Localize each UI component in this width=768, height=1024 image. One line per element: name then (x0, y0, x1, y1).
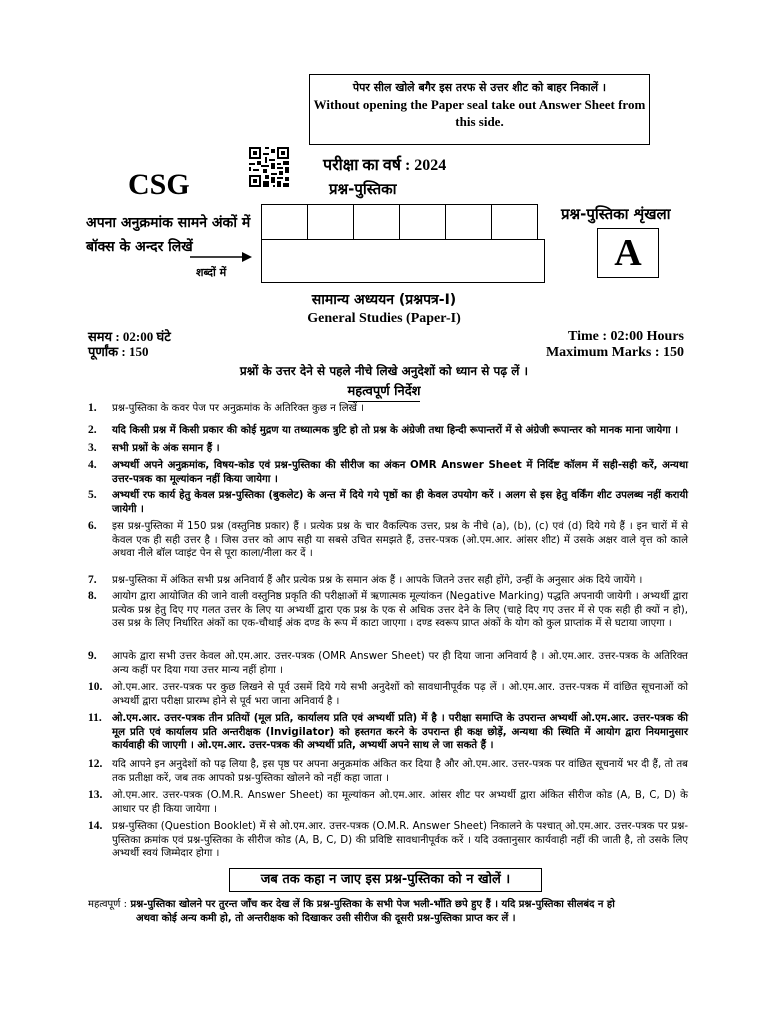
roll-label-line1: अपना अनुक्रमांक सामने अंकों में (86, 215, 251, 231)
roll-digit-box[interactable] (400, 205, 446, 239)
time-marks-hindi (88, 329, 171, 359)
list-item: 9. आपके द्वारा सभी उत्तर केवल ओ.एम.आर. उत्तर-पत्रक (OMR Answer Sheet) पर ही दिया जाना अनिवार्य है । ओ.एम.आर. उत्तर-पत्रक के अतिरिक्त अन्य कहीं पर दिया गया उत्तर मान्य नहीं होगा । (88, 650, 688, 676)
important-note (88, 898, 688, 926)
booklet-series-value: A (597, 228, 659, 278)
list-item: 14. प्रश्न-पुस्तिका (Question Booklet) में से ओ.एम.आर. उत्तर-पत्रक (O.M.R. Answer Sheet) निकालने के पश्चात् ओ.एम.आर. उत्तर-पत्रक पर प्रश्न-पुस्तिका क्रमांक एवं प्रश्न-पुस्तिका के सीरीज कोड (A, B, C, D) की प्रविष्टि सावधानीपूर्वक करें । यदि उक्तानुसार कार्यवाही नहीं की जाती है, तो उसके लिए अभ्यर्थी स्वयं जिम्मेदार होगा । (88, 820, 688, 859)
list-item: 8. आयोग द्वारा आयोजित की जाने वाली वस्तुनिष्ठ प्रकृति की परीक्षाओं में ऋणात्मक मूल्यांकन (Negative Marking) पद्धति अपनायी जायेगी । अभ्यर्थी द्वारा प्रत्येक प्रश्न हेतु दिए गए गलत उत्तर के लिए या अभ्यर्थी द्वारा एक प्रश्न के एक से अधिक उत्तर देने के लिए (चाहे दिए गए उत्तर में से एक सही ही क्यों न हो), उस प्रश्न के लिए निर्धारित अंकों का एक-चौथाई अंक दण्ड के रूप में काटा जाएगा । दण्ड स्वरूप प्राप्त अंकों के योग को कुल प्राप्तांक में से घटाया जाएगा । (88, 590, 688, 629)
roll-digit-box[interactable] (492, 205, 538, 239)
qr-code-icon (249, 147, 289, 187)
roll-digit-box[interactable] (354, 205, 400, 239)
roll-digit-box[interactable] (262, 205, 308, 239)
arrow-right-icon (190, 250, 252, 264)
time-marks-english (546, 329, 684, 361)
list-item: 11. ओ.एम.आर. उत्तर-पत्रक तीन प्रतियों (मूल प्रति, कार्यालय प्रति एवं अभ्यर्थी प्रति) में है । परीक्षा समाप्ति के उपरान्त अभ्यर्थी ओ.एम.आर. उत्तर-पत्रक की मूल प्रति एवं कार्यालय प्रति अन्तरीक्षक (Invigilator) को हस्तगत करने के उपरान्त ही कक्ष छोड़ें, अन्यथा की स्थिति में आयोग द्वारा नियमानुसार कार्यवाही की जाएगी । ओ.एम.आर. उत्तर-पत्रक की अभ्यर्थी प्रति, अभ्यर्थी अपने साथ ले जा सकते हैं । (88, 712, 688, 751)
seal-text-hindi: पेपर सील खोले बगैर इस तरफ से उत्तर शीट को बाहर निकालें । (352, 81, 607, 94)
roll-number-words-box[interactable] (261, 239, 545, 283)
subject-title-hindi: सामान्य अध्ययन (प्रश्नपत्र-I) (311, 292, 457, 308)
time-english: Time : 02:00 Hours (567, 329, 684, 344)
in-words-label: शब्दों में (196, 266, 227, 279)
important-instructions-title (0, 381, 768, 399)
note-label: महत्वपूर्ण : (88, 899, 127, 910)
note-line1: प्रश्न-पुस्तिका खोलने पर तुरन्त जाँच कर देख लें कि प्रश्न-पुस्तिका के सभी पेज भली-भाँति छपे हुए हैं । यदि प्रश्न-पुस्तिका सीलबंद न हो (130, 899, 615, 910)
read-instructions-note: प्रश्नों के उत्तर देने से पहले नीचे लिखे अनुदेशों को ध्यान से पढ़ लें । (239, 364, 529, 378)
paper-code: CSG (128, 168, 190, 201)
list-item: 2. यदि किसी प्रश्न में किसी प्रकार की कोई मुद्रण या तथ्यात्मक त्रुटि हो तो प्रश्न के अंग्रेजी तथा हिन्दी रूपान्तरों में से अंग्रेजी रूपान्तर को मानक माना जायेगा । (88, 424, 679, 436)
note-line2: अथवा कोई अन्य कमी हो, तो अन्तरीक्षक को दिखाकर उसी सीरीज की दूसरी प्रश्न-पुस्तिका प्राप्त कर लें । (136, 913, 516, 924)
roll-digit-box[interactable] (446, 205, 492, 239)
list-item: 4. अभ्यर्थी अपने अनुक्रमांक, विषय-कोड एवं प्रश्न-पुस्तिका की सीरीज का अंकन OMR Answer Sheet में निर्दिष्ट कॉलम में सही-सही करें, अन्यथा उत्तर-पत्रक का मूल्यांकन नहीं किया जायेगा । (88, 459, 688, 485)
important-instructions-heading: महत्वपूर्ण निर्देश (348, 384, 421, 402)
seal-text-english: Without opening the Paper seal take out Answer Sheet from this side. (313, 97, 646, 129)
marks-english: Maximum Marks : 150 (545, 345, 684, 360)
roll-label-line2: बॉक्स के अन्दर लिखें (86, 239, 193, 255)
roll-digit-box[interactable] (308, 205, 354, 239)
subject-title-english: General Studies (Paper-I) (307, 311, 461, 326)
list-item: 3. सभी प्रश्नों के अंक समान हैं । (88, 442, 220, 454)
list-item: 6. इस प्रश्न-पुस्तिका में 150 प्रश्न (वस्तुनिष्ठ प्रकार) हैं । प्रत्येक प्रश्न के चार वैकल्पिक उत्तर, प्रश्न के नीचे (a), (b), (c) एवं (d) दिये गये हैं । इन चारों में से केवल एक ही सही उत्तर है । जिस उत्तर को आप सही या सबसे उचित समझते हैं, उत्तर-पत्रक (ओ.एम.आर. आंसर शीट) में उसके अक्षर वाले वृत्त को काले अथवा नीले बॉल प्वाइंट पेन से पूरा काला/नीला कर दें । (88, 520, 688, 559)
time-hindi: समय : 02:00 घंटे (88, 329, 171, 344)
list-item: 5. अभ्यर्थी रफ कार्य हेतु केवल प्रश्न-पुस्तिका (बुकलेट) के अन्त में दिये गये पृष्ठों का ही केवल उपयोग करें । अलग से इस हेतु वर्किंग शीट उपलब्ध नहीं करायी जायेगी । (88, 489, 688, 515)
booklet-series-label: प्रश्न-पुस्तिका शृंखला (561, 205, 671, 223)
list-item: 7. प्रश्न-पुस्तिका में अंकित सभी प्रश्न अनिवार्य हैं और प्रत्येक प्रश्न के समान अंक हैं । आपके जितने उत्तर सही होंगे, उन्हीं के अनुसार अंक दिये जायेंगे । (88, 574, 643, 586)
exam-year: परीक्षा का वर्ष : 2024 (323, 157, 447, 174)
list-item: 13. ओ.एम.आर. उत्तर-पत्रक (O.M.R. Answer Sheet) का मूल्यांकन ओ.एम.आर. आंसर शीट पर अभ्यर्थी द्वारा अंकित सीरीज कोड (A, B, C, D) के आधार पर ही किया जायेगा । (88, 789, 688, 815)
seal-instruction-box (309, 74, 650, 145)
list-item: 12. यदि आपने इन अनुदेशों को पढ़ लिया है, इस पृष्ठ पर अपना अनुक्रमांक अंकित कर दिया है और ओ.एम.आर. उत्तर-पत्रक पर वांछित सूचनायें भर दी हैं, तो तब तक प्रतीक्षा करें, जब तक आपको प्रश्न-पुस्तिका खोलने को नहीं कहा जाता । (88, 758, 688, 784)
booklet-title: प्रश्न-पुस्तिका (329, 180, 397, 198)
list-item: 10. ओ.एम.आर. उत्तर-पत्रक पर कुछ लिखने से पूर्व उसमें दिये गये सभी अनुदेशों को सावधानीपूर्वक पढ़ लें । ओ.एम.आर. उत्तर-पत्रक में वांछित सूचनाओं को अभ्यर्थी द्वारा परीक्षा प्रारम्भ होने से पूर्व भरा जाना अनिवार्य है । (88, 681, 688, 707)
roll-number-digit-boxes[interactable] (261, 204, 538, 240)
list-item: 1. प्रश्न-पुस्तिका के कवर पेज पर अनुक्रमांक के अतिरिक्त कुछ न लिखें । (88, 402, 365, 414)
marks-hindi: पूर्णांक : 150 (88, 344, 149, 359)
do-not-open-box: जब तक कहा न जाए इस प्रश्न-पुस्तिका को न खोलें । (229, 868, 542, 892)
